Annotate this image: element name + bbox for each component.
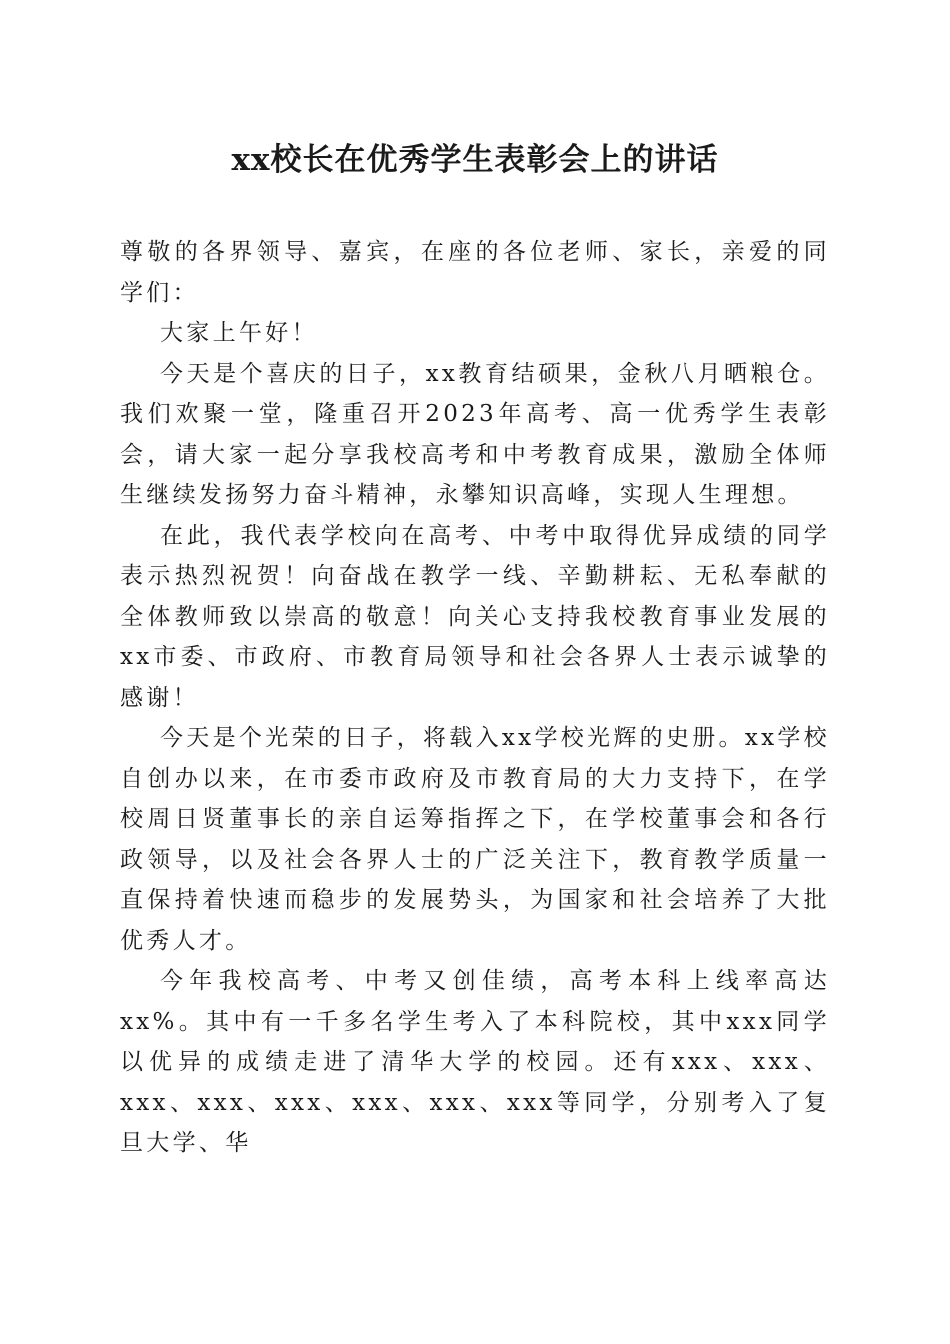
body-paragraph: 在此，我代表学校向在高考、中考中取得优异成绩的同学表示热烈祝贺！向奋战在教学一线、辛勤耕耘、无私奉献的全体教师致以崇高的敬意！向关心支持我校教育事业发展的xx市委、市政府、市教育局领导和社会各界人士表示诚挚的感谢！ [120, 522, 830, 711]
greeting-paragraph: 大家上午好！ [160, 320, 318, 346]
body-paragraph: 今天是个光荣的日子，将载入xx学校光辉的史册。xx学校自创办以来，在市委市政府及市教育局的大力支持下，在学校周日贤董事长的亲自运筹指挥之下，在学校董事会和各行政领导，以及社会各界人士的广泛关注下，教育教学质量一直保持着快速而稳步的发展势头，为国家和社会培养了大批优秀人才。 [120, 725, 830, 954]
body-paragraph: 今年我校高考、中考又创佳绩，高考本科上线率高达xx%。其中有一千多名学生考入了本科院校，其中xxx同学以优异的成绩走进了清华大学的校园。还有xxx、xxx、xxx、xxx、xxx、xxx、xxx、xxx等同学，分别考入了复旦大学、华 [120, 968, 830, 1156]
body-paragraph: 今天是个喜庆的日子，xx教育结硕果，金秋八月晒粮仓。我们欢聚一堂，隆重召开2023年高考、高一优秀学生表彰会，请大家一起分享我校高考和中考教育成果，激励全体师生继续发扬努力奋斗精神，永攀知识高峰，实现人生理想。 [120, 360, 830, 508]
document-body [120, 232, 830, 1164]
salutation-paragraph: 尊敬的各界领导、嘉宾，在座的各位老师、家长，亲爱的同学们： [120, 239, 830, 306]
document-title: xx校长在优秀学生表彰会上的讲话 [231, 142, 719, 178]
